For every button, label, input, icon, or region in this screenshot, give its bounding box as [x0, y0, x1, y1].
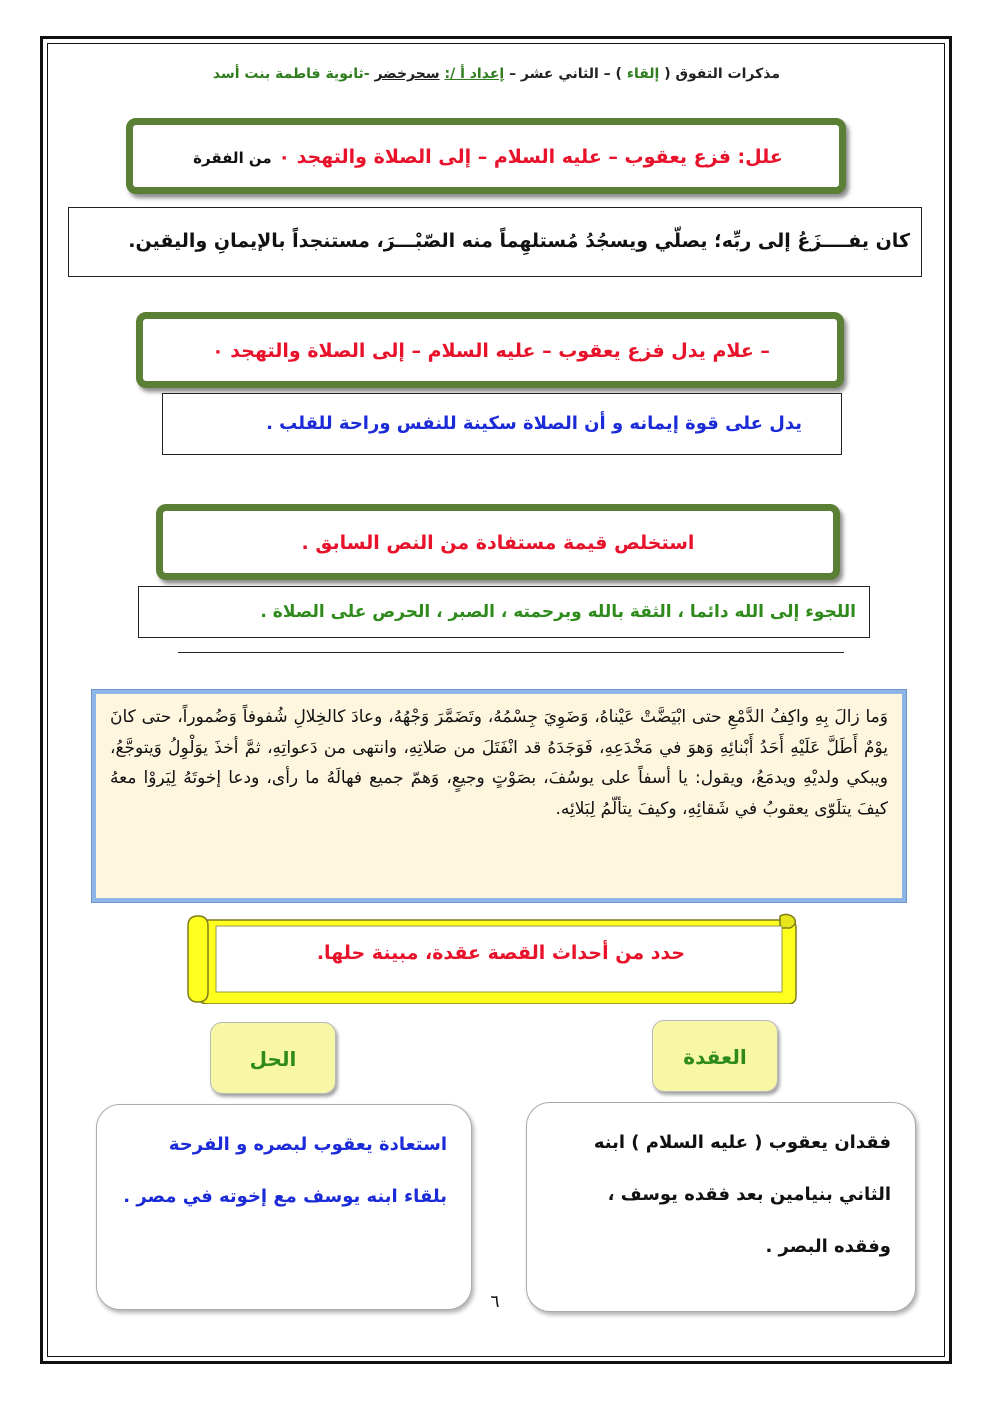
passage-box: [92, 690, 906, 902]
header-author: سحرخضر: [374, 66, 440, 82]
solution-label: الحل: [210, 1022, 336, 1094]
answer-3-text: اللجوء إلى الله دائما ، الثقة بالله وبرحمته ، الصبر ، الحرص على الصلاة .: [260, 602, 856, 622]
question-1-text: [140, 146, 836, 168]
knot-label: العقدة: [652, 1020, 778, 1092]
page-number: ٦: [490, 1292, 500, 1312]
header-subject: إلقاء: [626, 66, 660, 82]
knot-box: [526, 1102, 916, 1312]
answer-2-text: يدل على قوة إيمانه و أن الصلاة سكينة للنفس وراحة للقلب .: [266, 413, 802, 434]
question-2-text: – علام يدل فزع يعقوب – عليه السلام – إلى الصلاة والتهجد ٠: [212, 340, 770, 362]
header-prepared-label: إعداد أ /:: [444, 66, 505, 82]
question-1-statement: فزع يعقوب – عليه السلام – إلى الصلاة والتهجد ٠: [278, 146, 731, 168]
divider-line: [178, 652, 844, 653]
passage-text: وَما زالَ بِهِ واكِفُ الدَّمْعِ حتى ابْيَضَّتْ عَيْناهُ، وَضَوِيَ جِسْمُهُ، وتَضَمَّرَ وَجْهُهُ، وعادَ كالخِلالِ شُفوفاً وَضُموراً، حتى كانَ يوْمٌ أَطَلَّ عَلَيْهِ أَحَدُ أَبْنائِهِ وَهوَ في مَخْدَعِهِ، فَوَجَدَهُ قد انْفَتَلَ من صَلاتِهِ، وانتهى من دَعواتِهِ، ثمَّ أخذَ يوَلْوِلُ وَيتوجَّعُ، ويبكي ولديْهِ ويدمَعُ، ويقول: يا أسفاً على يوسُفَ، بصَوْتٍ وجيعٍ، وَهمّ جميع فهالَهُ ما رأى، ودعا إخوتَهُ لِيَروْا معهُ كيفَ يتلَوّى يعقوبُ في شَقائِهِ، وكيفَ يتألّمُ لِبَلائِه.: [110, 707, 888, 819]
page-header: [120, 66, 780, 90]
knot-text: فقدان يعقوب ( عليه السلام ) ابنه الثاني بنيامين بعد فقده يوسف ، وفقده البصر .: [593, 1132, 891, 1257]
solution-text: استعادة يعقوب لبصره و الفرحة بلقاء ابنه يوسف مع إخوته في مصر .: [123, 1134, 447, 1207]
question-3-text: استخلص قيمة مستفادة من النص السابق .: [301, 532, 695, 554]
answer-1-text: كان يفــــزَعُ إلى ربِّه؛ يصلّي ويسجُدُ مُستلهِماً منه الصّبْـــرَ، مستنجداً بالإيمانِ واليقين.: [128, 230, 910, 252]
question-1-label: علل:: [737, 146, 783, 168]
header-part2: ) – الثاني عشر –: [509, 66, 622, 82]
solution-box: [96, 1104, 472, 1310]
task-text: حدد من أحداث القصة عقدة، مبينة حلها.: [316, 942, 686, 964]
question-1-suffix: من الفقرة: [193, 149, 272, 167]
header-school: -ثانوية فاطمة بنت أسد: [212, 66, 370, 82]
header-part1: مذكرات التفوق (: [664, 66, 780, 82]
